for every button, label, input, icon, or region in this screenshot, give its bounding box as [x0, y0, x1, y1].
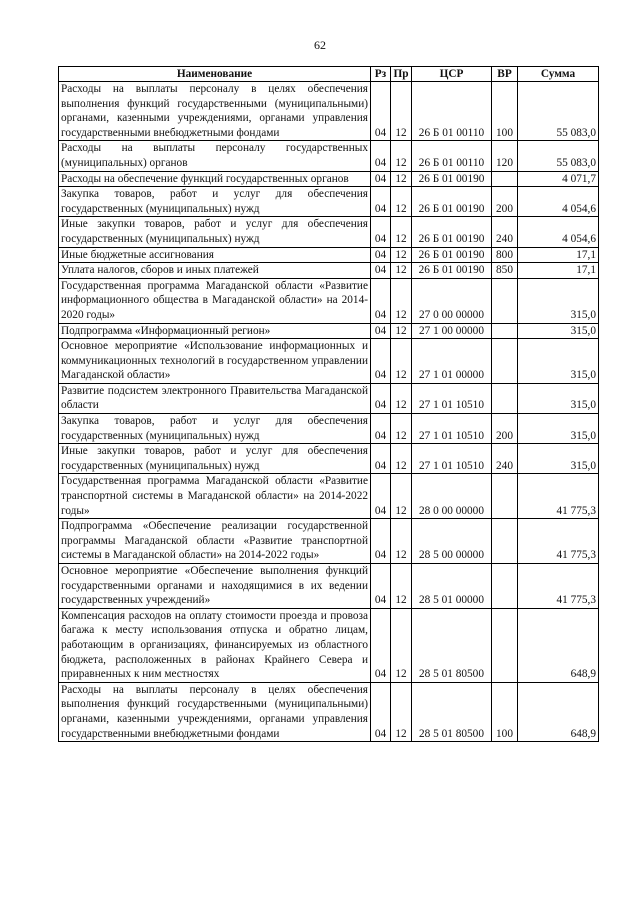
row-pr: 12	[391, 564, 412, 609]
table-row	[59, 564, 599, 609]
row-rz: 04	[371, 323, 391, 339]
row-name: Закупка товаров, работ и услуг для обеспечения государственных (муниципальных) нужд	[59, 187, 371, 217]
row-name: Иные закупки товаров, работ и услуг для обеспечения государственных (муниципальных) нужд	[59, 217, 371, 247]
row-pr: 12	[391, 247, 412, 263]
row-rz: 04	[371, 171, 391, 187]
page-number: 62	[314, 38, 326, 52]
row-sum: 315,0	[518, 278, 599, 323]
row-rz: 04	[371, 519, 391, 564]
table-row	[59, 247, 599, 263]
row-sum: 315,0	[518, 414, 599, 444]
row-pr: 12	[391, 82, 412, 141]
row-sum: 315,0	[518, 323, 599, 339]
row-name: Основное мероприятие «Использование информационных и коммуникационных технологий в государственном управлении Магаданской области»	[59, 339, 371, 384]
row-pr: 12	[391, 339, 412, 384]
row-vr	[492, 323, 518, 339]
table-row	[59, 444, 599, 474]
row-name: Государственная программа Магаданской области «Развитие транспортной системы в Магаданской области» на 2014-2022 годы»	[59, 474, 371, 519]
row-pr: 12	[391, 383, 412, 413]
row-vr: 240	[492, 444, 518, 474]
row-sum: 4 054,6	[518, 187, 599, 217]
row-name: Компенсация расходов на оплату стоимости проезда и провоза багажа к месту использования отпуска и обратно лицам, работающим в организациях, финансируемых из областного бюджета, расположенных в районах Крайнего Севера и приравненных к ним местностях	[59, 608, 371, 682]
row-sum: 55 083,0	[518, 141, 599, 171]
row-rz: 04	[371, 278, 391, 323]
table-header-row	[59, 67, 599, 82]
row-pr: 12	[391, 519, 412, 564]
row-pr: 12	[391, 187, 412, 217]
row-csr: 26 Б 01 00190	[412, 187, 492, 217]
row-name: Государственная программа Магаданской области «Развитие информационного общества в Магаданской области» на 2014-2020 годы»	[59, 278, 371, 323]
row-sum: 4 054,6	[518, 217, 599, 247]
header-name: Наименование	[59, 67, 371, 82]
row-rz: 04	[371, 263, 391, 279]
row-name: Подпрограмма «Информационный регион»	[59, 323, 371, 339]
row-csr: 26 Б 01 00190	[412, 171, 492, 187]
row-sum: 17,1	[518, 247, 599, 263]
row-pr: 12	[391, 414, 412, 444]
row-name: Закупка товаров, работ и услуг для обеспечения государственных (муниципальных) нужд	[59, 414, 371, 444]
header-pr: Пр	[391, 67, 412, 82]
row-sum: 41 775,3	[518, 474, 599, 519]
row-vr	[492, 171, 518, 187]
row-vr: 850	[492, 263, 518, 279]
row-name: Иные бюджетные ассигнования	[59, 247, 371, 263]
row-name: Уплата налогов, сборов и иных платежей	[59, 263, 371, 279]
table-row	[59, 217, 599, 247]
row-pr: 12	[391, 171, 412, 187]
table-row	[59, 474, 599, 519]
row-csr: 26 Б 01 00190	[412, 247, 492, 263]
table-row	[59, 682, 599, 741]
table-row	[59, 608, 599, 682]
table-row	[59, 414, 599, 444]
header-sum: Сумма	[518, 67, 599, 82]
row-rz: 04	[371, 82, 391, 141]
row-name: Подпрограмма «Обеспечение реализации государственной программы Магаданской области «Развитие транспортной системы в Магаданской области» на 2014-2022 годы»	[59, 519, 371, 564]
row-name: Иные закупки товаров, работ и услуг для обеспечения государственных (муниципальных) нужд	[59, 444, 371, 474]
row-vr: 100	[492, 82, 518, 141]
table-row	[59, 278, 599, 323]
row-rz: 04	[371, 444, 391, 474]
row-csr: 28 5 00 00000	[412, 519, 492, 564]
row-vr	[492, 339, 518, 384]
row-rz: 04	[371, 564, 391, 609]
row-sum: 41 775,3	[518, 519, 599, 564]
row-sum: 17,1	[518, 263, 599, 279]
row-csr: 26 Б 01 00110	[412, 141, 492, 171]
row-vr: 100	[492, 682, 518, 741]
row-sum: 4 071,7	[518, 171, 599, 187]
row-name: Расходы на выплаты персоналу государственных (муниципальных) органов	[59, 141, 371, 171]
table-row	[59, 323, 599, 339]
table-row	[59, 187, 599, 217]
row-pr: 12	[391, 141, 412, 171]
row-vr: 800	[492, 247, 518, 263]
row-csr: 26 Б 01 00190	[412, 217, 492, 247]
row-pr: 12	[391, 323, 412, 339]
row-csr: 27 1 01 10510	[412, 444, 492, 474]
row-vr	[492, 564, 518, 609]
header-rz: Рз	[371, 67, 391, 82]
row-rz: 04	[371, 682, 391, 741]
row-name: Основное мероприятие «Обеспечение выполнения функций государственными органами и находящимися в их ведении государственных учреждений»	[59, 564, 371, 609]
row-rz: 04	[371, 217, 391, 247]
row-rz: 04	[371, 414, 391, 444]
row-csr: 27 1 01 00000	[412, 339, 492, 384]
row-name: Расходы на выплаты персоналу в целях обеспечения выполнения функций государственными (муниципальными) органами, казенными учреждениями, органами управления государственными внебюджетными фондами	[59, 82, 371, 141]
row-csr: 27 0 00 00000	[412, 278, 492, 323]
row-pr: 12	[391, 444, 412, 474]
row-sum: 315,0	[518, 339, 599, 384]
row-csr: 27 1 01 10510	[412, 414, 492, 444]
row-sum: 41 775,3	[518, 564, 599, 609]
header-vr: ВР	[492, 67, 518, 82]
row-sum: 648,9	[518, 608, 599, 682]
row-rz: 04	[371, 474, 391, 519]
row-csr: 28 0 00 00000	[412, 474, 492, 519]
row-csr: 28 5 01 80500	[412, 608, 492, 682]
row-pr: 12	[391, 608, 412, 682]
row-rz: 04	[371, 187, 391, 217]
row-pr: 12	[391, 263, 412, 279]
row-name: Расходы на выплаты персоналу в целях обеспечения выполнения функций государственными (муниципальными) органами, казенными учреждениями, органами управления государственными внебюджетными фондами	[59, 682, 371, 741]
row-csr: 27 1 00 00000	[412, 323, 492, 339]
header-csr: ЦСР	[412, 67, 492, 82]
row-csr: 26 Б 01 00190	[412, 263, 492, 279]
row-vr: 200	[492, 187, 518, 217]
row-csr: 27 1 01 10510	[412, 383, 492, 413]
row-vr: 200	[492, 414, 518, 444]
row-vr	[492, 519, 518, 564]
row-pr: 12	[391, 474, 412, 519]
row-csr: 28 5 01 80500	[412, 682, 492, 741]
row-pr: 12	[391, 278, 412, 323]
row-sum: 315,0	[518, 383, 599, 413]
row-vr: 240	[492, 217, 518, 247]
table-row	[59, 171, 599, 187]
row-pr: 12	[391, 217, 412, 247]
row-vr: 120	[492, 141, 518, 171]
row-vr	[492, 474, 518, 519]
table-row	[59, 82, 599, 141]
row-vr	[492, 278, 518, 323]
row-csr: 26 Б 01 00110	[412, 82, 492, 141]
table-row	[59, 519, 599, 564]
row-rz: 04	[371, 608, 391, 682]
row-name: Развитие подсистем электронного Правительства Магаданской области	[59, 383, 371, 413]
row-sum: 648,9	[518, 682, 599, 741]
row-pr: 12	[391, 682, 412, 741]
row-vr	[492, 608, 518, 682]
row-name: Расходы на обеспечение функций государственных органов	[59, 171, 371, 187]
row-sum: 55 083,0	[518, 82, 599, 141]
table-row	[59, 141, 599, 171]
row-rz: 04	[371, 339, 391, 384]
row-rz: 04	[371, 247, 391, 263]
table-row	[59, 263, 599, 279]
row-csr: 28 5 01 00000	[412, 564, 492, 609]
row-vr	[492, 383, 518, 413]
row-rz: 04	[371, 383, 391, 413]
row-rz: 04	[371, 141, 391, 171]
budget-table	[58, 66, 599, 742]
table-row	[59, 339, 599, 384]
row-sum: 315,0	[518, 444, 599, 474]
table-row	[59, 383, 599, 413]
